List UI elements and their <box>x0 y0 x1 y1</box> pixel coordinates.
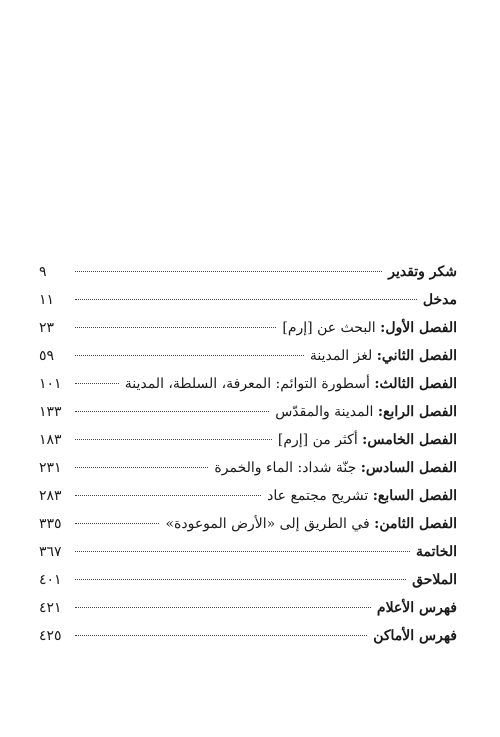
toc-entry <box>39 600 457 628</box>
entry-title <box>125 376 457 392</box>
page-number: ٢٣١ <box>39 460 62 476</box>
toc-entry <box>39 628 457 656</box>
page-number: ٤٠١ <box>39 572 62 588</box>
entry-title <box>412 572 457 588</box>
dot-leader <box>75 635 367 636</box>
entry-title <box>310 348 457 364</box>
toc-entry <box>39 460 457 488</box>
entry-label: الفصل الخامس: <box>362 432 457 448</box>
dot-leader <box>75 551 410 552</box>
toc-entry <box>39 404 457 432</box>
entry-label: مدخل <box>422 292 457 308</box>
entry-label: الفصل السادس: <box>360 460 457 476</box>
page-number: ٩ <box>39 264 47 280</box>
dot-leader <box>75 411 269 412</box>
toc-entry <box>39 292 457 320</box>
entry-title <box>388 264 457 280</box>
dot-leader <box>75 271 382 272</box>
dot-leader <box>75 327 276 328</box>
entry-title <box>278 432 457 448</box>
dot-leader <box>75 299 417 300</box>
page-number: ٣٦٧ <box>39 544 62 560</box>
page-number: ٢٣ <box>39 320 55 336</box>
entry-title <box>275 404 457 420</box>
entry-title <box>267 488 457 504</box>
dot-leader <box>75 607 371 608</box>
entry-subtitle: لغز المدينة <box>309 348 373 364</box>
toc-entry <box>39 516 457 544</box>
toc-entry <box>39 572 457 600</box>
toc-entry <box>39 264 457 292</box>
entry-title <box>165 516 457 532</box>
entry-title <box>423 292 457 308</box>
page-number: ٢٨٣ <box>39 488 62 504</box>
entry-label: شكر وتقدير <box>388 264 457 280</box>
entry-subtitle: تشريح مجتمع عاد <box>267 488 369 504</box>
toc-entry <box>39 432 457 460</box>
entry-title <box>214 460 457 476</box>
entry-title <box>416 544 457 560</box>
entry-title <box>377 600 457 616</box>
toc-entry <box>39 376 457 404</box>
entry-subtitle: أسطورة التوائم: المعرفة، السلطة، المدينة <box>124 376 370 392</box>
entry-subtitle: أكثر من [إرم] <box>277 432 358 448</box>
dot-leader <box>75 579 406 580</box>
entry-label: الفصل الثالث: <box>374 376 457 392</box>
entry-label: الملاحق <box>412 572 457 588</box>
toc-entry <box>39 544 457 572</box>
entry-title <box>373 628 457 644</box>
page-number: ٣٣٥ <box>39 516 62 532</box>
page-number: ٤٢٥ <box>39 628 62 644</box>
toc-entry <box>39 320 457 348</box>
dot-leader <box>75 355 304 356</box>
entry-title <box>282 320 457 336</box>
entry-label: فهرس الأماكن <box>373 628 457 644</box>
entry-label: الفصل الثاني: <box>376 348 457 364</box>
entry-subtitle: جنّة شداد: الماء والخمرة <box>214 460 357 476</box>
entry-label: الفصل السابع: <box>372 488 457 504</box>
page-number: ٤٢١ <box>39 600 62 616</box>
page-number: ١٣٣ <box>39 404 62 420</box>
toc-entry <box>39 348 457 376</box>
entry-label: الفصل الأول: <box>380 320 457 336</box>
dot-leader <box>75 523 159 524</box>
toc-entry <box>39 488 457 516</box>
entry-subtitle: البحث عن [إرم] <box>282 320 376 336</box>
page-number: ١٠١ <box>39 376 62 392</box>
page-number: ١١ <box>39 292 55 308</box>
entry-subtitle: في الطريق إلى «الأرض الموعودة» <box>165 516 370 532</box>
dot-leader <box>75 495 261 496</box>
entry-label: الفصل الرابع: <box>377 404 457 420</box>
table-of-contents <box>39 264 457 656</box>
page-number: ٥٩ <box>39 348 55 364</box>
dot-leader <box>75 467 208 468</box>
dot-leader <box>75 383 119 384</box>
entry-label: الفصل الثامن: <box>374 516 457 532</box>
entry-label: فهرس الأعلام <box>376 600 457 616</box>
dot-leader <box>75 439 272 440</box>
page-number: ١٨٣ <box>39 432 62 448</box>
entry-label: الخاتمة <box>416 544 457 560</box>
entry-subtitle: المدينة والمقدّس <box>275 404 374 420</box>
